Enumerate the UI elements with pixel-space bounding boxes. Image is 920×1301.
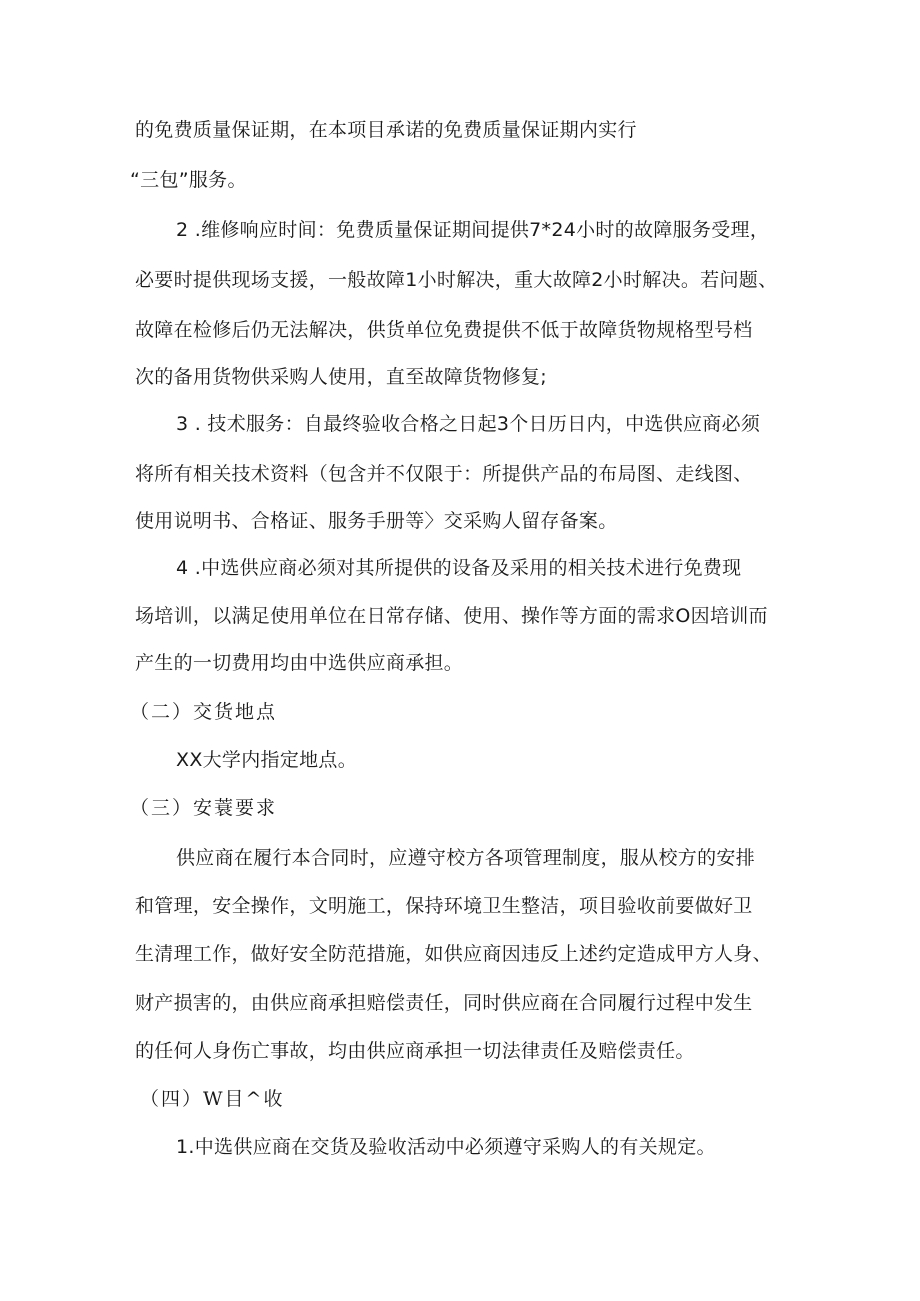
text-line: 使用说明书、合格证、服务手册等〉交采购人留存备案。 (135, 510, 618, 532)
section-heading: （三）安蓑要求 (130, 797, 278, 819)
text-line: 将所有相关技术资料（包含并不仅限于：所提供产品的布局图、走线图、 (135, 463, 753, 485)
text-line: 生清理工作，做好安全防范措施，如供应商因违反上述约定造成甲方人身、 (135, 943, 772, 965)
text-line: 和管理，安全操作，文明施工，保持环境卫生整洁，项目验收前要做好卫 (135, 895, 753, 917)
text-line: 场培训，以满足使用单位在日常存储、使用、操作等方面的需求O因培训而 (135, 605, 768, 627)
section-heading: （二）交货地点 (130, 701, 278, 723)
text-line: 必要时提供现场支援，一般故障1小时解决，重大故障2小时解决。若问题、 (135, 269, 778, 291)
text-line: 4 .中选供应商必须对其所提供的设备及采用的相关技术进行免费现 (176, 557, 742, 579)
text-line: 产生的一切费用均由中选供应商承担。 (135, 652, 464, 674)
text-line: 的任何人身伤亡事故，均由供应商承担一切法律责任及赔偿责任。 (135, 1040, 695, 1062)
text-line: 供应商在履行本合同时，应遵守校方各项管理制度，服从校方的安排 (176, 847, 756, 869)
text-line: 1.中选供应商在交货及验收活动中必须遵守采购人的有关规定。 (176, 1136, 716, 1158)
text-line: “三包”服务。 (130, 169, 247, 191)
text-line: XX大学内指定地点。 (176, 749, 358, 771)
text-line: 财产损害的，由供应商承担赔偿责任，同时供应商在合同履行过程中发生 (135, 992, 753, 1014)
text-line: 的免费质量保证期，在本项目承诺的免费质量保证期内实行 (135, 119, 637, 141)
section-heading: （四）W目^收 (140, 1088, 285, 1110)
text-line: 故障在检修后仍无法解决，供货单位免费提供不低于故障货物规格型号档 (135, 319, 753, 341)
text-line: 次的备用货物供采购人使用，直至故障货物修复; (135, 366, 548, 388)
text-line: 3 . 技术服务：自最终验收合格之日起3个日历日内，中选供应商必须 (176, 413, 761, 435)
text-line: 2 .维修响应时间：免费质量保证期间提供7*24小时的故障服务受理， (176, 219, 770, 241)
